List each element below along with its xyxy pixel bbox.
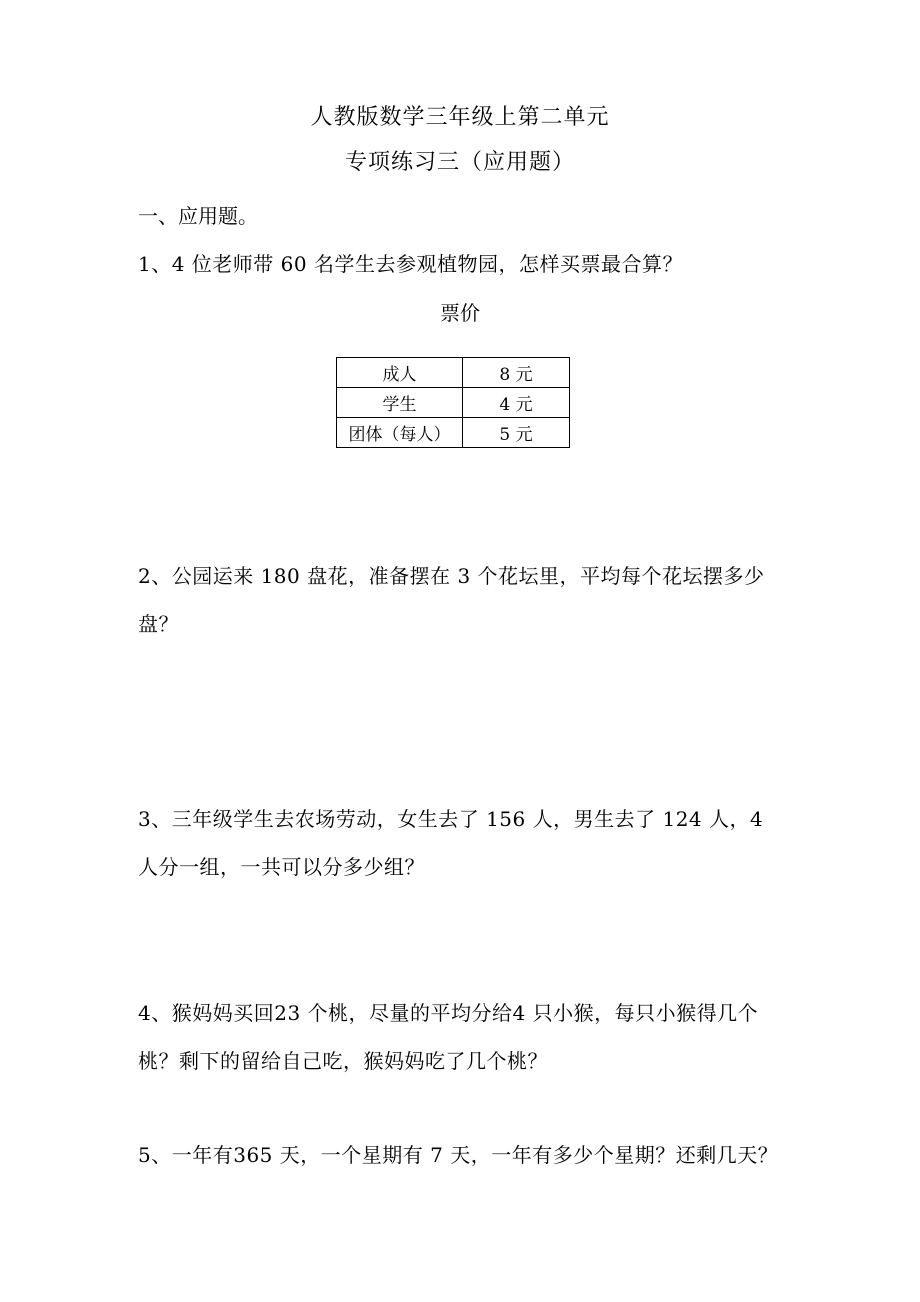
ticket-price-cell: 4 元 xyxy=(463,388,570,418)
table-row xyxy=(337,358,570,388)
ticket-price-cell: 5 元 xyxy=(463,418,570,448)
ticket-table-caption: 票价 xyxy=(440,301,480,325)
question-5-line-1: 5、一年有365 天，一个星期有 7 天，一年有多少个星期？还剩几天？ xyxy=(138,1143,779,1167)
page-subtitle: 专项练习三（应用题） xyxy=(344,150,575,175)
question-2-line-2: 盘？ xyxy=(138,612,179,636)
ticket-price-table xyxy=(336,357,570,448)
ticket-type-cell: 成人 xyxy=(337,358,463,388)
question-1-line-1: 1、4 位老师带 60 名学生去参观植物园，怎样买票最合算？ xyxy=(138,252,683,276)
question-4-line-2: 桃？剩下的留给自己吃，猴妈妈吃了几个桃？ xyxy=(138,1049,548,1073)
table-row xyxy=(337,388,570,418)
question-3-line-1: 3、三年级学生去农场劳动，女生去了 156 人，男生去了 124 人，4 xyxy=(138,807,764,831)
ticket-type-cell: 学生 xyxy=(337,388,463,418)
table-row xyxy=(337,418,570,448)
section-heading: 一、应用题。 xyxy=(138,204,258,228)
question-4-line-1: 4、猴妈妈买回23 个桃，尽量的平均分给4 只小猴，每只小猴得几个 xyxy=(138,1001,759,1025)
page-title: 人教版数学三年级上第二单元 xyxy=(310,105,610,130)
ticket-price-cell: 8 元 xyxy=(463,358,570,388)
ticket-type-cell: 团体（每人） xyxy=(337,418,463,448)
question-2-line-1: 2、公园运来 180 盘花，准备摆在 3 个花坛里，平均每个花坛摆多少 xyxy=(138,564,765,588)
question-3-line-2: 人分一组，一共可以分多少组？ xyxy=(138,855,425,879)
